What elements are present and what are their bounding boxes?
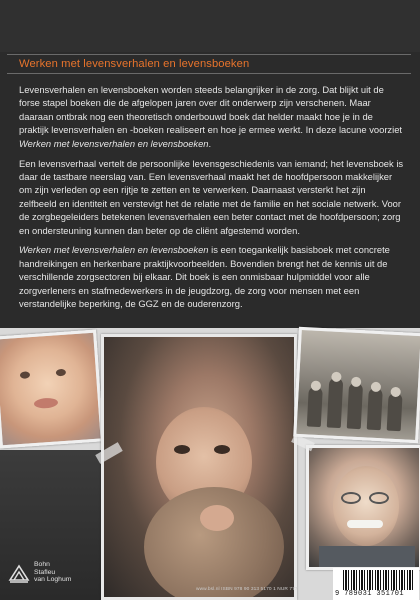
smile-shape: [347, 520, 383, 528]
blurb-p1-text: Levensverhalen en levensboeken worden steeds belangrijker in de zorg. Dat blijkt uit de forse stapel boeken die de afgelopen jaren over dit onderwerp zijn verschenen. Maar daaraan ontbrak nog een theoretisch onderbouwd boek dat helder maakt hoe je in de praktijk levensverhalen en -boeken realiseert en hoe je ermee werkt. In deze lacune voorziet: [19, 84, 403, 136]
girl-with-teddy-photo: [101, 334, 297, 600]
face-shape: [333, 466, 399, 546]
barcode: [333, 568, 419, 600]
figure-shape: [387, 393, 403, 432]
blurb-p3-text: is een toegankelijk basisboek met concrete handreikingen en herkenbare praktijkvoorbeelden. Bovendien brengt het de kennis uit de verschillende zorgsectoren bij elkaar. Dit boek is een onmisbaar hulpmiddel voor alle zorgverleners en stafmedewerkers in de jeugdzorg, de zorg voor mensen met een verstandelijke beperking, de GGZ en de ouderenzorg.: [19, 244, 390, 310]
blurb-p1-end: .: [208, 137, 212, 149]
publisher-name: [34, 561, 71, 584]
shirt-shape: [319, 546, 415, 570]
publisher-line-3: van Loghum: [34, 576, 72, 584]
eye-shape: [56, 369, 66, 377]
title-bar: [7, 54, 411, 74]
figure-shape: [307, 386, 323, 427]
publisher-logo-icon: [8, 562, 30, 584]
blurb-p3-title: Werken met levensverhalen en levensboeken: [19, 244, 209, 256]
eye-shape: [214, 445, 230, 454]
blurb-p1-title: Werken met levensverhalen en levensboeken: [19, 137, 209, 149]
barcode-bars: [343, 570, 413, 590]
blurb-text: [19, 83, 405, 317]
figure-shape: [327, 377, 344, 428]
figure-shape: [367, 388, 383, 431]
glasses-shape: [341, 492, 361, 504]
mouth-shape: [34, 397, 59, 409]
eye-shape: [20, 371, 30, 379]
blurb-paragraph-1: [19, 83, 405, 150]
top-band: [0, 0, 420, 52]
figure-shape: [347, 383, 363, 430]
publisher-line-1: Bohn: [34, 561, 50, 568]
blurb-paragraph-3: [19, 243, 405, 310]
barcode-number: 9 789031 351701: [335, 590, 405, 598]
family-photo: [293, 327, 420, 443]
eye-shape: [174, 445, 190, 454]
elderly-man-photo: [306, 445, 420, 570]
blurb-paragraph-2: Een levensverhaal vertelt de persoonlijke levensgeschiedenis van iemand; het levensboek is daar de tastbare neerslag van. Een levensverhaal maakt het de hoofdpersoon makkelijker om zijn verleden op een rijtje te zetten en te verwerken. Daarnaast versterkt het zijn zelfbeeld en identiteit en verstevigt het de relatie met de familie en het sociale netwerk. Voor de zorgbegeleiders betekenen levensverhalen een beter contact met de hoofdpersoon; zorg en ondersteuning kunnen dan beter op de cliënt afgestemd worden.: [19, 157, 404, 236]
hand-shape: [200, 505, 234, 531]
glasses-shape: [369, 492, 389, 504]
book-title: Werken met levensverhalen en levensboeken: [19, 58, 250, 70]
publisher-line-2: Stafleu: [34, 568, 56, 576]
isbn-line: www.bsl.nl ISBN 978 90 313 5170 1 NUR 777: [196, 587, 298, 592]
baby-photo: [0, 330, 104, 449]
teddy-bear-shape: [144, 487, 284, 600]
